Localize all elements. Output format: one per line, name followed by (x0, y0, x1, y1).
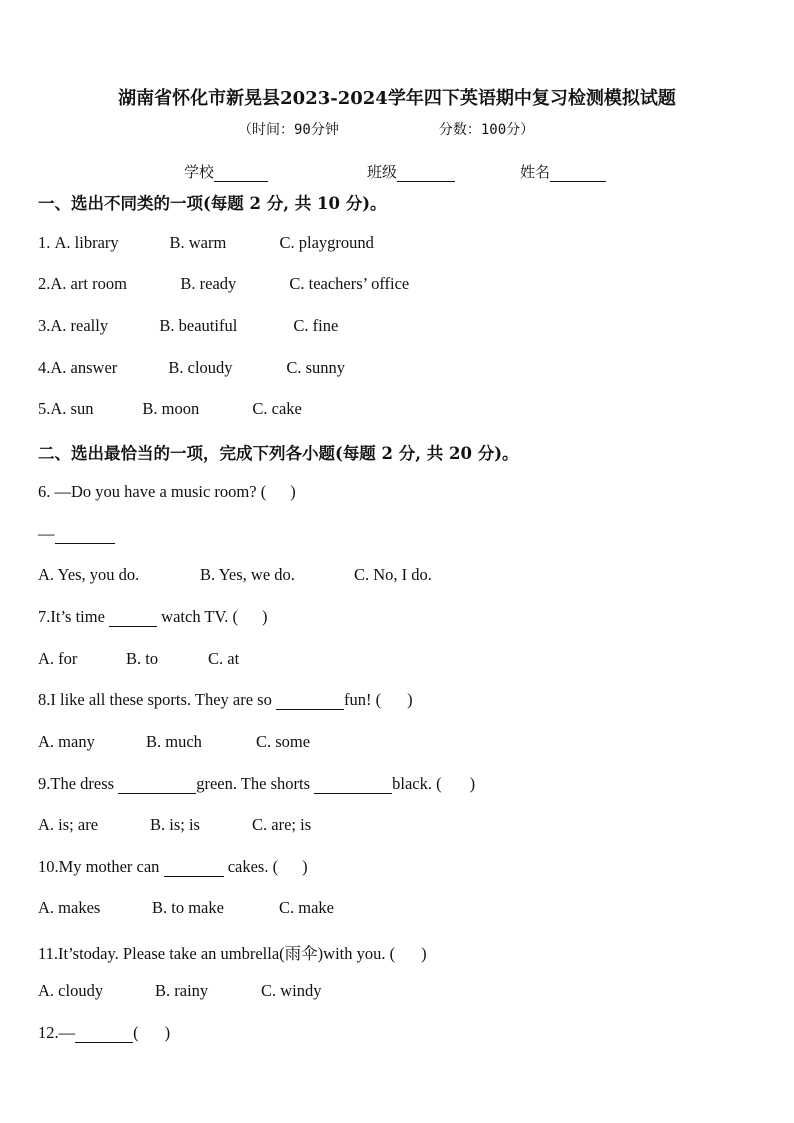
answer-blank[interactable] (118, 775, 196, 794)
name-blank[interactable] (550, 165, 606, 182)
exam-score: 分数：100分） (438, 122, 535, 138)
question-6-options: A. Yes, you do. B. Yes, we do. C. No, I do. (38, 565, 432, 584)
question-2: 2.A. art room B. ready C. teachers’ office (38, 274, 410, 293)
question-10-options: A. makes B. to make C. make (38, 898, 334, 917)
question-1: 1. A. library B. warm C. playground (38, 233, 374, 252)
question-11: 11.It’stoday. Please take an umbrella(雨伞)with you. ( ) (38, 944, 427, 963)
question-9-options: A. is; are B. is; is C. are; is (38, 815, 312, 834)
answer-blank[interactable] (109, 608, 157, 627)
question-7-options: A. for B. to C. at (38, 649, 240, 668)
question-12: 12.— ( ) (38, 1023, 171, 1042)
question-8: 8.I like all these sports. They are so fun! ( ) (38, 690, 413, 709)
question-9: 9.The dress green. The shorts black. ( ) (38, 774, 476, 793)
answer-blank[interactable] (164, 858, 224, 877)
answer-blank[interactable] (75, 1024, 133, 1043)
class-blank[interactable] (397, 165, 455, 182)
class-field: 班级 (367, 161, 455, 182)
question-7: 7.It’s time watch TV. ( ) (38, 607, 268, 626)
question-6-reply: — (38, 524, 115, 544)
name-field: 姓名 (520, 161, 606, 182)
exam-meta (238, 119, 534, 139)
answer-blank[interactable] (314, 775, 392, 794)
question-3: 3.A. really B. beautiful C. fine (38, 316, 339, 335)
exam-title: 湖南省怀化市新晃县2023-2024学年四下英语期中复习检测模拟试题 (118, 88, 676, 109)
question-4: 4.A. answer B. cloudy C. sunny (38, 358, 346, 377)
section-2-heading: 二、选出最恰当的一项，完成下列各小题(每题 2 分, 共 20 分)。 (38, 444, 519, 463)
school-blank[interactable] (214, 165, 268, 182)
section-1-heading: 一、选出不同类的一项(每题 2 分, 共 10 分)。 (38, 194, 387, 213)
school-field: 学校 (184, 161, 268, 182)
question-11-options: A. cloudy B. rainy C. windy (38, 981, 322, 1000)
question-5: 5.A. sun B. moon C. cake (38, 399, 302, 418)
question-6: 6. —Do you have a music room? ( ) (38, 482, 296, 501)
question-10: 10.My mother can cakes. ( ) (38, 857, 308, 876)
answer-blank[interactable] (276, 691, 344, 710)
question-8-options: A. many B. much C. some (38, 732, 311, 751)
answer-blank[interactable] (55, 525, 115, 544)
exam-time: （时间：90分钟 (238, 122, 339, 138)
